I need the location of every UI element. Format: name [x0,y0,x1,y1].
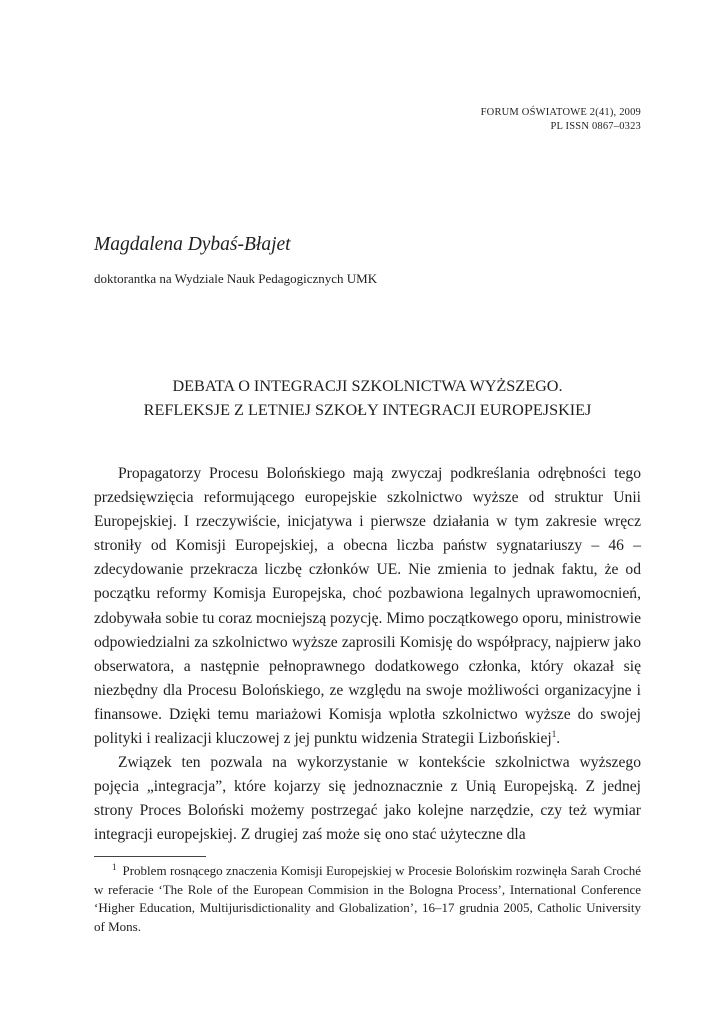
footnote-mark: 1 [112,861,117,872]
article-body [94,462,641,848]
author-affiliation: doktorantka na Wydziale Nauk Pedagogicznych UMK [94,271,378,286]
footnote-text: Problem rosnącego znaczenia Komisji Europejskiej w Procesie Bolońskim rozwinęła Sarah Croché w referacie ‘The Role of the European Commision in the Bologna Process’, International Conference ‘Higher Education, Multijurisdictionality and Globalization’, 16–17 grudnia 2005, Catholic University of Mons. [94,863,641,935]
article-title [94,374,641,422]
footnote-1 [94,862,641,937]
journal-citation: FORUM OŚWIATOWE 2(41), 2009 [480,107,641,118]
author-name: Magdalena Dybaś-Błajet [94,234,291,255]
paragraph-2: Związek ten pozwala na wykorzystanie w kontekście szkolnictwa wyższego pojęcia „integracja”, które kojarzy się jednoznacznie z Unią Europejską. Z jednej strony Proces Boloński możemy postrzegać jako kolejne narzędzie, czy też wymiar integracji europejskiej. Z drugiej zaś może się ono stać użyteczne dla [94,754,641,844]
journal-info [481,106,641,134]
title-line-2: REFLEKSJE Z LETNIEJ SZKOŁY INTEGRACJI EUROPEJSKIEJ [143,401,592,419]
footnote-ref[interactable]: 1 [551,728,557,739]
paragraph-1-text: Propagatorzy Procesu Bolońskiego mają zwyczaj podkreślania odrębności tego przedsięwzięcia reformującego europejskie szkolnictwo wyższe od struktur Unii Europejskiej. I rzeczywiście, inicjatywa i pierwsze działania w tym zakresie wręcz stroniły od Komisji Europejskiej, a obecna liczba państw sygnatariuszy – 46 – zdecydowanie przekracza liczbę członków UE. Nie zmienia to jednak faktu, że od początku reformy Komisja Europejska, choć pozbawiona legalnych uprawomocnień, zdobywała sobie tu coraz mocniejszą pozycję. Mimo początkowego oporu, ministrowie odpowiedzialni za szkolnictwo wyższe zaprosili Komisję do współpracy, najpierw jako obserwatora, a następnie pełnoprawnego dodatkowego członka, który okazał się niezbędny dla Procesu Bolońskiego, ze względu na swoje możliwości organizacyjne i finansowe. Dzięki temu mariażowi Komisja wplotła szkolnictwo wyższe do swojej polityki i realizacji kluczowej z jej punktu widzenia Strategii Lizbońskiej [94,465,641,748]
journal-issn: PL ISSN 0867–0323 [550,121,641,132]
paragraph-1 [94,462,641,751]
footnote [94,862,641,937]
title-line-1: DEBATA O INTEGRACJI SZKOLNICTWA WYŻSZEGO. [172,377,563,395]
footnote-divider [94,856,206,857]
paragraph-1-end: . [556,730,561,748]
